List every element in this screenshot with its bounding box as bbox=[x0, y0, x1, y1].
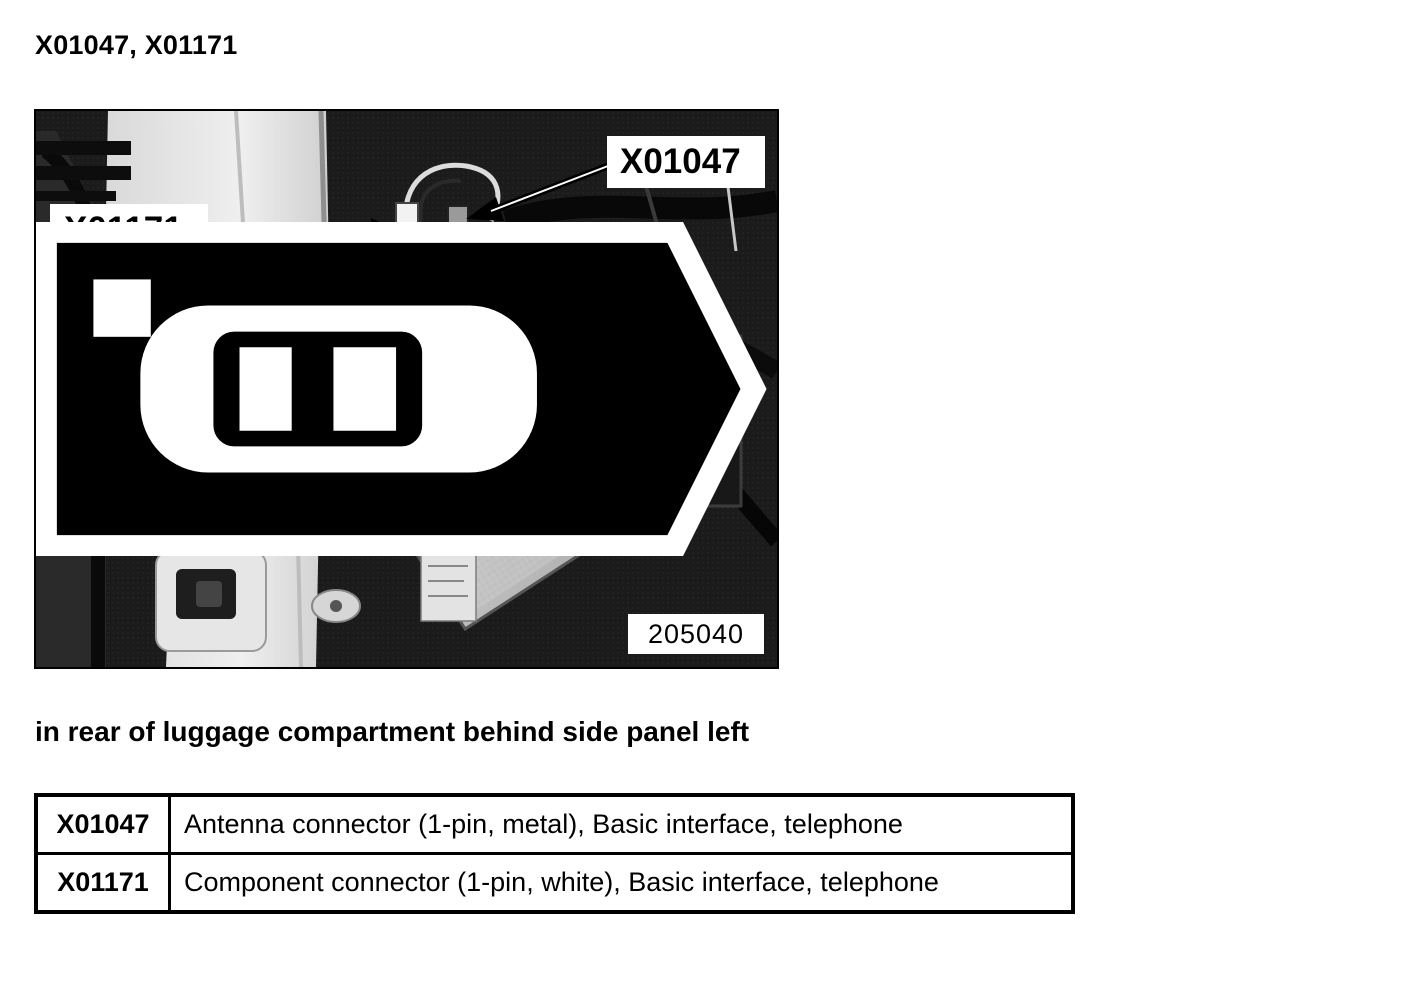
figure-number: 205040 bbox=[628, 614, 764, 654]
connector-code: X01047 bbox=[36, 795, 170, 854]
connector-location-photo bbox=[34, 109, 779, 669]
page-title: X01047, X01171 bbox=[35, 30, 238, 60]
table-row bbox=[36, 854, 1073, 913]
table-row bbox=[36, 795, 1073, 854]
callout-x01047: X01047 bbox=[607, 136, 765, 188]
location-description: in rear of luggage compartment behind side panel left bbox=[35, 716, 750, 747]
connector-description: Component connector (1-pin, white), Basic interface, telephone bbox=[170, 854, 1074, 913]
connector-code: X01171 bbox=[36, 854, 170, 913]
connector-table bbox=[34, 793, 1075, 914]
car-rear-left-view-icon bbox=[36, 111, 777, 667]
connector-description: Antenna connector (1-pin, metal), Basic interface, telephone bbox=[170, 795, 1074, 854]
